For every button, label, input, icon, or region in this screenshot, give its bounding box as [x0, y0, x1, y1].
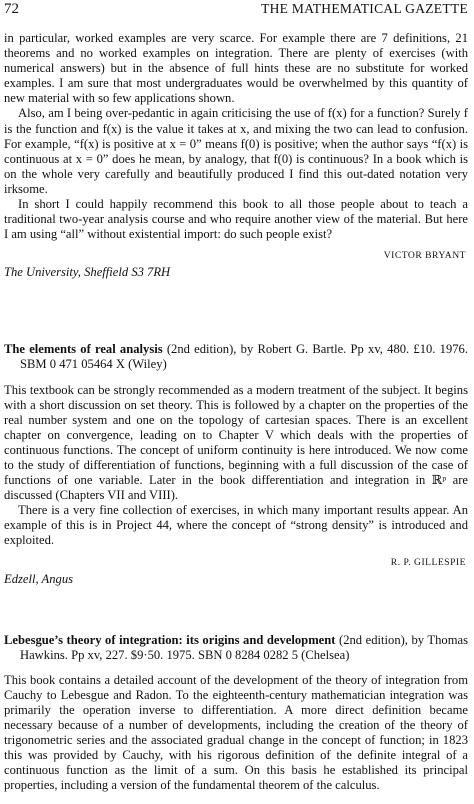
reviewer-affiliation: The University, Sheffield S3 7RH: [4, 265, 171, 280]
page-number: 72: [4, 1, 19, 17]
body-paragraph: In short I could happily recommend this book to all those people about to teach a traditional two-year analysis course and who require another view of the material. But here I am using “all” without existential import: do such people exist?: [4, 197, 468, 242]
book-details: (2nd edition), by Robert G. Bartle. Pp xv, 480. £10. 1976. SBM 0 471 05464 X (Wiley): [20, 342, 468, 372]
review-heading: [4, 342, 468, 372]
book-title: The elements of real analysis: [4, 342, 163, 357]
body-paragraph: This book contains a detailed account of the development of the theory of integration from Cauchy to Lebesgue and Radon. To the eighteenth-century mathematician integration was primarily the operation inverse to differentiation. A more direct definition became necessary because of a number of developments, including the creation of the theory of trigonometric series and the associated gradual change in the concept of function; in 1823 this was provided by Cauchy, with his rigorous definition of the definite integral of a continuous function as the limit of a sum. On this basis he established its principal properties, including a version of the fundamental theorem of the calculus.: [4, 672, 468, 793]
book-title: Lebesgue’s theory of integration: its origins and development: [4, 632, 336, 647]
book-details: (2nd edition), by Thomas Hawkins. Pp xv, 227. $9·50. 1975. SBN 0 8284 0282 5 (Chelsea): [20, 632, 468, 662]
reviewer-affiliation: Edzell, Angus: [4, 571, 74, 586]
running-title: THE MATHEMATICAL GAZETTE: [261, 1, 468, 16]
review-heading: [4, 633, 468, 663]
page-header: [4, 0, 468, 23]
body-paragraph: in particular, worked examples are very scarce. For example there are 7 definitions, 21 theorems and no worked examples on integration. There are plenty of exercises (with numerical answers) but in the absence of full hints these are no substitute for worked examples. I am sure that most undergraduates would be overwhelmed by this quantity of new material with so few applications shown.: [4, 31, 468, 106]
body-paragraph: Also, am I being over-pedantic in again criticising the use of f(x) for a function? Surely f is the function and f(x) is the value it takes at x, and mixing the two can lead to confusion. For example, “f(x) is positive at x = 0” means f(0) is positive; when the author says “f(x) is continuous at x = 0” does he mean, by analogy, that f(0) is continuous? In a book which is on the whole very carefully and beautifully produced I find this out-dated notation very irksome.: [4, 106, 468, 196]
review-bryant-continuation: [4, 31, 468, 280]
review-hawkins: [4, 633, 468, 794]
body-paragraph: This textbook can be strongly recommended as a modern treatment of the subject. It begins with a short discussion on set theory. This is followed by a chapter on the properties of the real number system and one on the topology of cartesian spaces. There is an excellent chapter on convergence, leading on to Chapter V which deals with the properties of continuous functions. The concept of uniform continuity is here introduced. We now come to the study of differentiation of functions, beginning with a full discussion of the case of functions of one variable. Later in the book differentiation and integration in ℝᵖ are discussed (Chapters VII and VIII).: [4, 382, 468, 503]
reviewer-signature: VICTOR BRYANT: [383, 250, 466, 262]
reviewer-signature: R. P. GILLESPIE: [390, 556, 466, 568]
body-paragraph: There is a very fine collection of exercises, in which many important results appear. An example of this is in Project 44, where the concept of “strong density” is introduced and exploited.: [4, 503, 468, 548]
review-bartle: [4, 342, 468, 586]
